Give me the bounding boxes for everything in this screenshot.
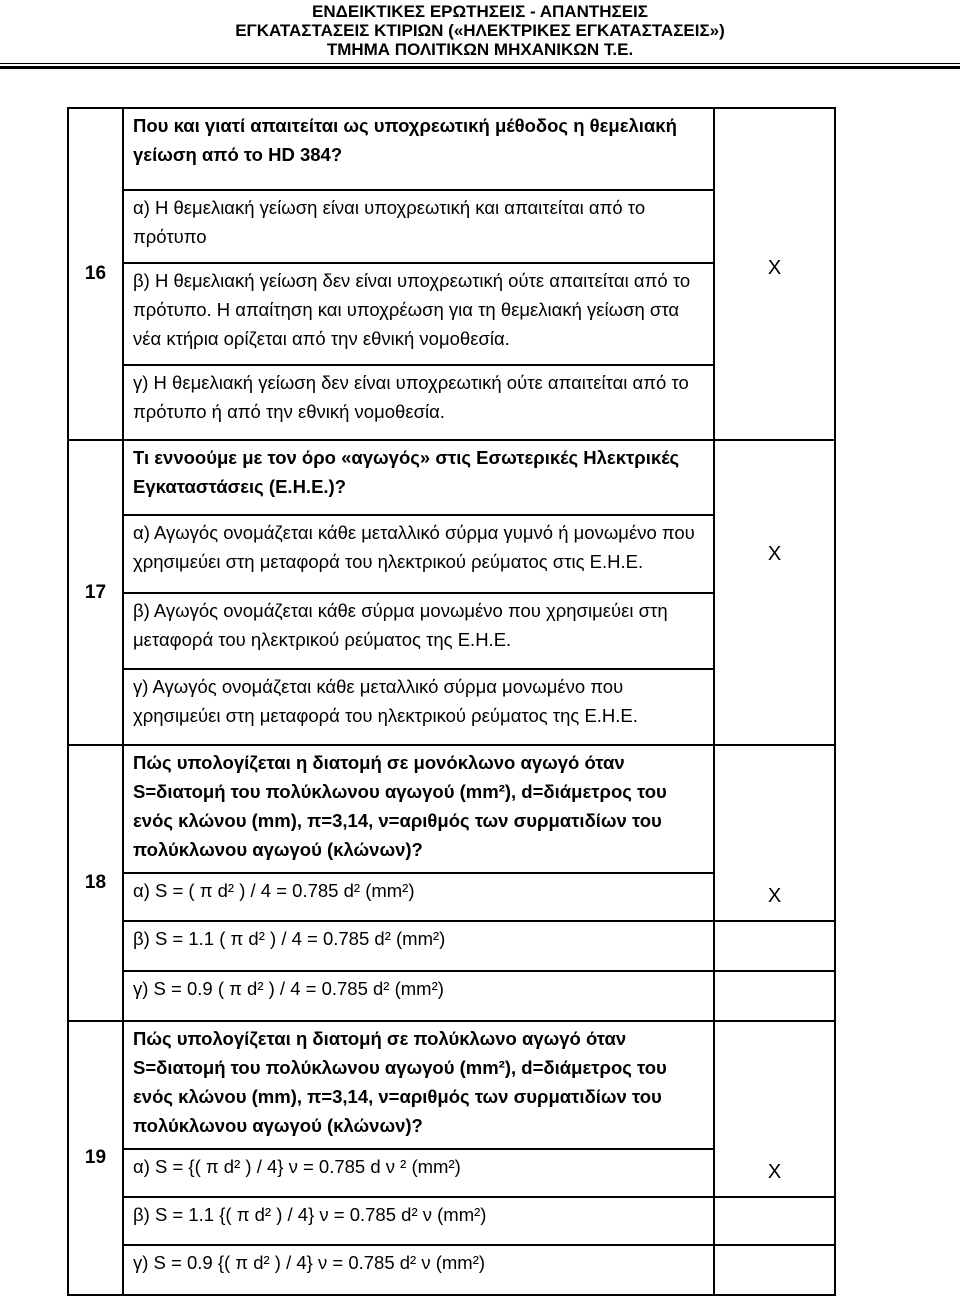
header-line-2: ΕΓΚΑΤΑΣΤΑΣΕΙΣ ΚΤΙΡΙΩΝ («ΗΛΕΚΤΡΙΚΕΣ ΕΓΚΑΤΑΣΤΑΣΕΙΣ»)	[235, 21, 725, 40]
option-c: γ) Αγωγός ονομάζεται κάθε μεταλλικό σύρμα μονωμένο που χρησιμεύει στη μεταφορά του ηλεκτρικού ρεύματος της Ε.Η.Ε.	[123, 669, 714, 745]
table-row	[68, 1197, 835, 1245]
table-row	[68, 921, 835, 971]
answer-cell-empty	[714, 1245, 835, 1295]
table-row	[68, 108, 835, 190]
option-c: γ) S = 0.9 ( π d² ) / 4 = 0.785 d² (mm²)	[123, 971, 714, 1021]
header-rule-thin	[0, 63, 960, 64]
question-text: Τι εννοούμε με τον όρο «αγωγός» στις Εσωτερικές Ηλεκτρικές Εγκαταστάσεις (Ε.Η.Ε.)?	[123, 440, 714, 515]
answer-cell	[714, 440, 835, 745]
table-row	[68, 1021, 835, 1149]
table-row	[68, 1149, 835, 1197]
table-row	[68, 745, 835, 873]
questions-table	[67, 107, 836, 1296]
question-text: Πώς υπολογίζεται η διατομή σε μονόκλωνο αγωγό όταν S=διατομή του πολύκλωνου αγωγού (mm²), d=διάμετρος του ενός κλώνου (mm), π=3,14, ν=αριθμός των συρματιδίων του πολύκλωνου αγωγού (κλώνων)?	[123, 745, 714, 873]
answer-cell-blank	[714, 745, 835, 873]
header-line-1: ΕΝΔΕΙΚΤΙΚΕΣ ΕΡΩΤΗΣΕΙΣ - ΑΠΑΝΤΗΣΕΙΣ	[312, 2, 648, 21]
option-a: α) S = {( π d² ) / 4} ν = 0.785 d ν ² (mm²)	[123, 1149, 714, 1197]
answer-cell-empty	[714, 921, 835, 971]
answer-cell: X	[714, 1149, 835, 1197]
option-c: γ) S = 0.9 {( π d² ) / 4} ν = 0.785 d² ν (mm²)	[123, 1245, 714, 1295]
question-text: Που και γιατί απαιτείται ως υποχρεωτική μέθοδος η θεμελιακή γείωση από το HD 384?	[123, 108, 714, 190]
header-line-3: ΤΜΗΜΑ ΠΟΛΙΤΙΚΩΝ ΜΗΧΑΝΙΚΩΝ Τ.Ε.	[326, 40, 634, 59]
option-a: α) S = ( π d² ) / 4 = 0.785 d² (mm²)	[123, 873, 714, 921]
question-number: 16	[68, 108, 123, 440]
table-row	[68, 873, 835, 921]
answer-cell-blank	[714, 1021, 835, 1149]
option-b: β) S = 1.1 ( π d² ) / 4 = 0.785 d² (mm²)	[123, 921, 714, 971]
table-row	[68, 1245, 835, 1295]
answer-cell	[714, 108, 835, 440]
option-b: β) S = 1.1 {( π d² ) / 4} ν = 0.785 d² ν (mm²)	[123, 1197, 714, 1245]
option-a: α) Η θεμελιακή γείωση είναι υποχρεωτική και απαιτείται από το πρότυπο	[123, 190, 714, 263]
answer-mark: X	[767, 543, 782, 565]
answer-cell: X	[714, 873, 835, 921]
option-c: γ) Η θεμελιακή γείωση δεν είναι υποχρεωτική ούτε απαιτείται από το πρότυπο ή από την εθνική νομοθεσία.	[123, 365, 714, 440]
question-text: Πώς υπολογίζεται η διατομή σε πολύκλωνο αγωγό όταν S=διατομή του πολύκλωνου αγωγού (mm²), d=διάμετρος του ενός κλώνου (mm), π=3,14, ν=αριθμός των συρματιδίων του πολύκλωνου αγωγού (κλώνων)?	[123, 1021, 714, 1149]
answer-cell-empty	[714, 1197, 835, 1245]
question-number: 19	[68, 1021, 123, 1295]
question-number: 17	[68, 440, 123, 745]
answer-cell-empty	[714, 971, 835, 1021]
table-row	[68, 440, 835, 515]
header-rule-thick	[0, 66, 960, 69]
answer-mark: X	[767, 256, 782, 279]
option-b: β) Η θεμελιακή γείωση δεν είναι υποχρεωτική ούτε απαιτείται από το πρότυπο. Η απαίτηση και υποχρέωση για τη θεμελιακή γείωση στα νέα κτήρια ορίζεται από την εθνική νομοθεσία.	[123, 263, 714, 365]
option-a: α) Αγωγός ονομάζεται κάθε μεταλλικό σύρμα γυμνό ή μονωμένο που χρησιμεύει στη μεταφορά του ηλεκτρικού ρεύματος στις Ε.Η.Ε.	[123, 515, 714, 593]
question-number: 18	[68, 745, 123, 1021]
table-row	[68, 971, 835, 1021]
option-b: β) Αγωγός ονομάζεται κάθε σύρμα μονωμένο που χρησιμεύει στη μεταφορά του ηλεκτρικού ρεύματος της Ε.Η.Ε.	[123, 593, 714, 669]
